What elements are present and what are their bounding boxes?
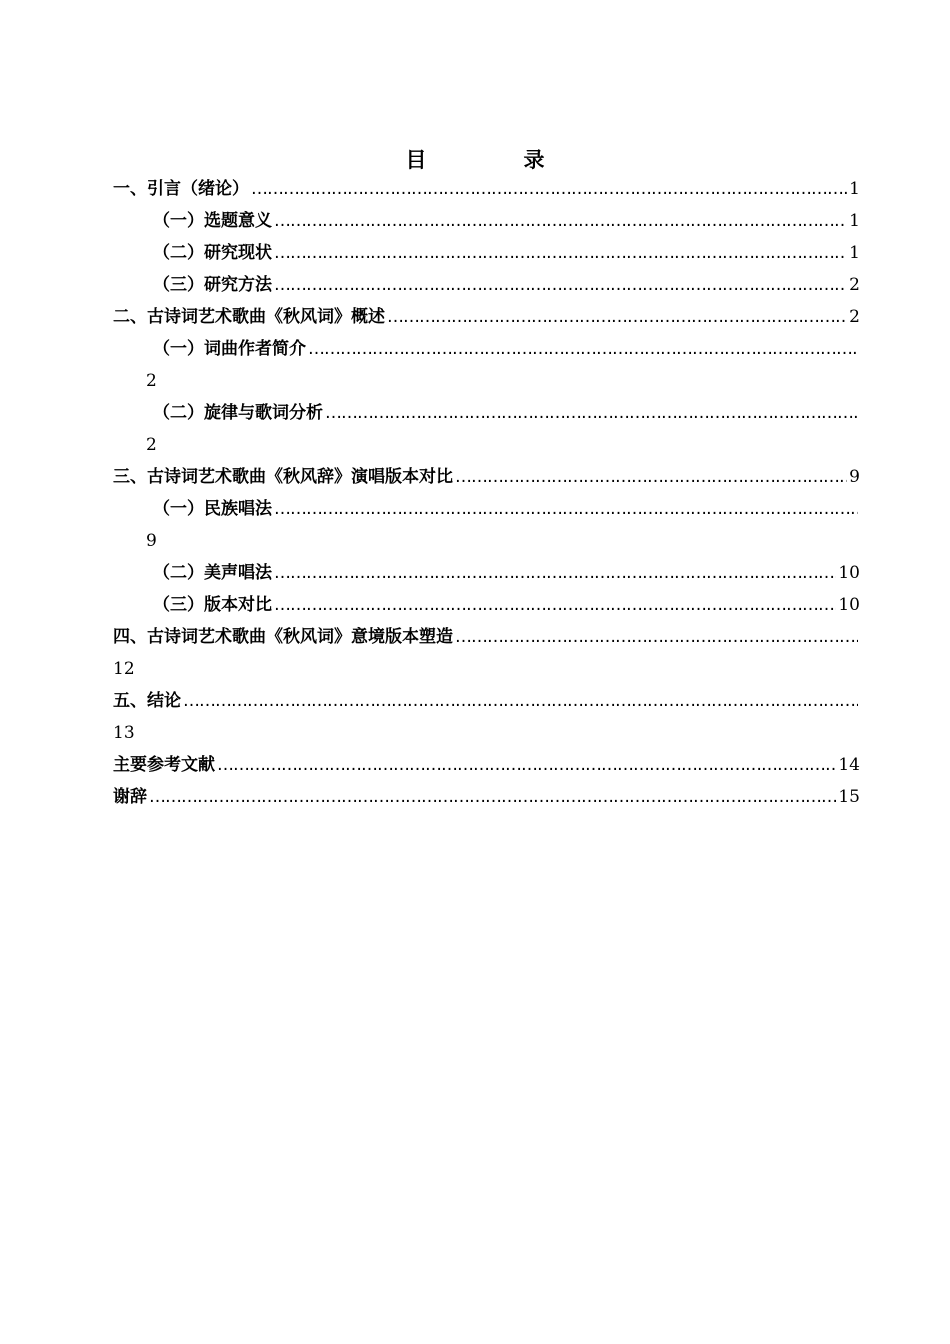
toc-entry-page: 15 <box>838 787 860 807</box>
toc-entry[interactable] <box>113 749 860 781</box>
leader-dots <box>251 173 847 205</box>
toc-entry-label: 二、古诗词艺术歌曲《秋风词》概述 <box>113 307 385 327</box>
toc-entry-page: 9 <box>849 467 860 487</box>
leader-dots <box>274 237 847 269</box>
toc-entry[interactable] <box>113 589 860 621</box>
toc-entry-label: （二）美声唱法 <box>153 563 272 583</box>
toc-entry-page: 14 <box>838 755 860 775</box>
toc-entry-page: 2 <box>146 435 157 455</box>
leader-dots <box>387 301 847 333</box>
toc-entry-page: 10 <box>838 563 860 583</box>
leader-dots <box>149 781 836 813</box>
toc-entry[interactable] <box>113 301 860 333</box>
toc-entry-label: （一）词曲作者简介 <box>153 339 306 359</box>
toc-entry[interactable] <box>113 461 860 493</box>
leader-dots <box>455 621 858 653</box>
toc-entry[interactable] <box>113 397 860 429</box>
toc-entry-page: 13 <box>113 723 135 743</box>
toc-entry[interactable] <box>113 685 860 717</box>
leader-dots <box>274 269 847 301</box>
toc-entry-page: 9 <box>146 531 157 551</box>
toc-entry-page: 1 <box>849 211 860 231</box>
leader-dots <box>325 397 858 429</box>
toc-entry[interactable] <box>113 237 860 269</box>
toc-entry-page: 12 <box>113 659 135 679</box>
toc-title: 目 录 <box>405 148 583 172</box>
toc-entry-label: 谢辞 <box>113 787 147 807</box>
toc-entry[interactable] <box>113 621 860 653</box>
leader-dots <box>455 461 847 493</box>
toc-entry-label: （一）选题意义 <box>153 211 272 231</box>
toc-entry[interactable] <box>113 557 860 589</box>
toc-entry[interactable] <box>113 493 860 525</box>
toc-entry-label: 一、引言（绪论） <box>113 179 249 199</box>
toc-entry-label: （二）研究现状 <box>153 243 272 263</box>
toc-entry-page: 2 <box>849 275 860 295</box>
leader-dots <box>274 557 836 589</box>
table-of-contents <box>113 173 860 813</box>
toc-entry-page: 1 <box>849 179 860 199</box>
leader-dots <box>183 685 858 717</box>
leader-dots <box>274 493 858 525</box>
leader-dots <box>274 205 847 237</box>
toc-entry[interactable] <box>113 205 860 237</box>
leader-dots <box>308 333 858 365</box>
toc-entry-label: （一）民族唱法 <box>153 499 272 519</box>
toc-entry[interactable] <box>113 173 860 205</box>
leader-dots <box>274 589 836 621</box>
leader-dots <box>217 749 836 781</box>
toc-entry-page: 2 <box>849 307 860 327</box>
toc-entry-page: 1 <box>849 243 860 263</box>
toc-entry-label: 主要参考文献 <box>113 755 215 775</box>
toc-entry-label: （三）研究方法 <box>153 275 272 295</box>
toc-entry-page: 2 <box>146 371 157 391</box>
toc-entry[interactable] <box>113 269 860 301</box>
toc-entry-label: （三）版本对比 <box>153 595 272 615</box>
toc-entry-label: （二）旋律与歌词分析 <box>153 403 323 423</box>
toc-entry-label: 四、古诗词艺术歌曲《秋风词》意境版本塑造 <box>113 627 453 647</box>
toc-entry-label: 三、古诗词艺术歌曲《秋风辞》演唱版本对比 <box>113 467 453 487</box>
toc-entry-page: 10 <box>838 595 860 615</box>
toc-entry-label: 五、结论 <box>113 691 181 711</box>
toc-entry[interactable] <box>113 781 860 813</box>
toc-entry[interactable] <box>113 333 860 365</box>
